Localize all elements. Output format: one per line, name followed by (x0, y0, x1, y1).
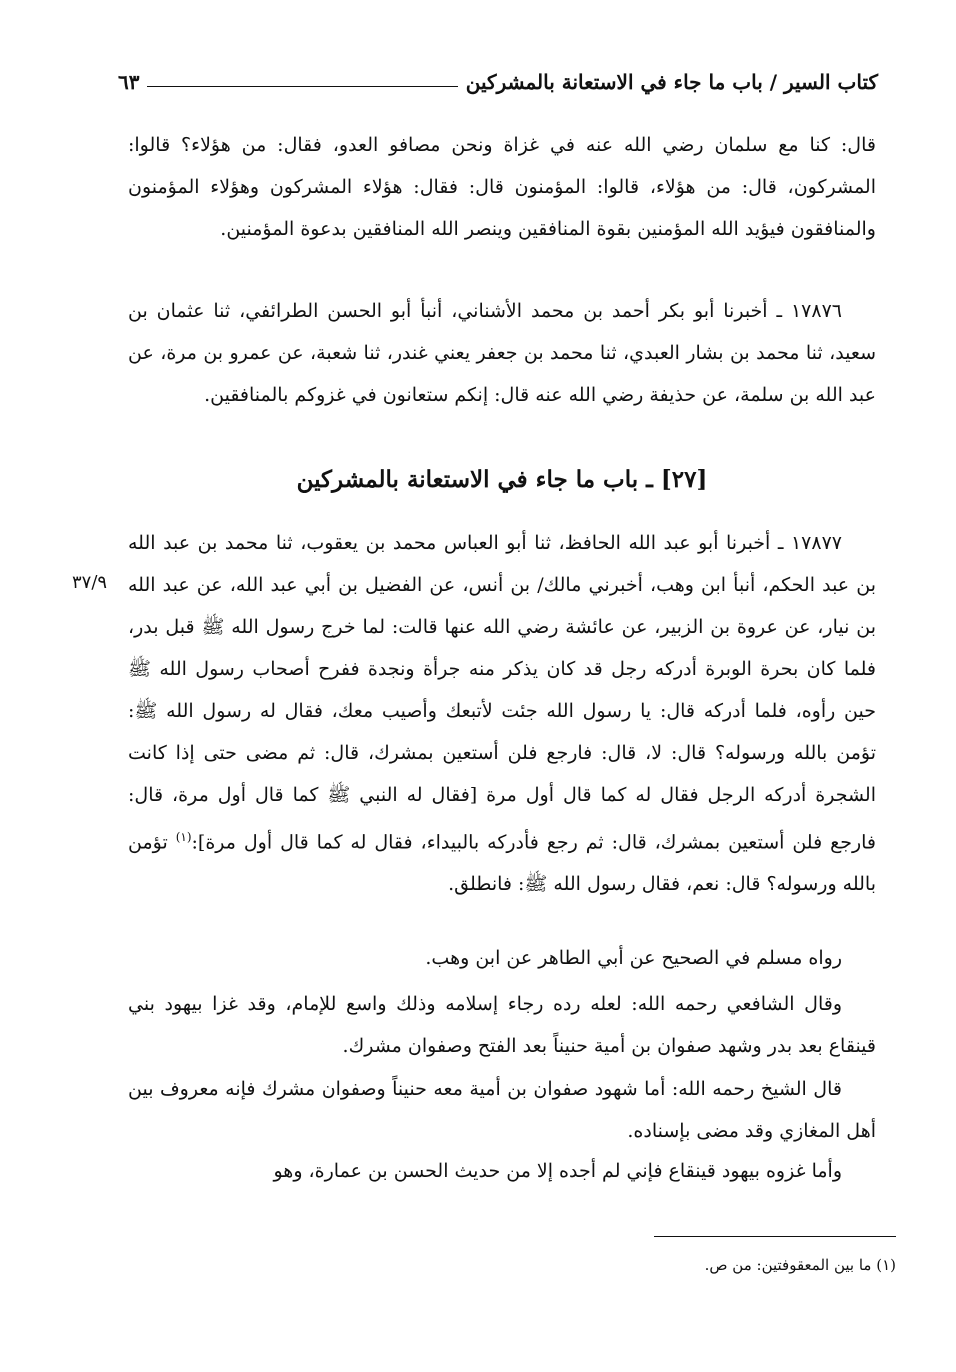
paragraph-muslim-narration: رواه مسلم في الصحيح عن أبي الطاهر عن ابن وهب. (425, 947, 842, 969)
footnote-divider (654, 1236, 896, 1237)
paragraph-salman: قال: كنا مع سلمان رضي الله عنه في غزاة ونحن مصافو العدو، فقال: من هؤلاء؟ قالوا: المشركون، قال: من هؤلاء، قالوا: المؤمنون قال: فقال: هؤلاء المشركون وهؤلاء المؤمنون والمنافقون فيؤيد الله المؤمنين بقوة المنافقين وينصر الله المنافقين بدعوة المؤمنين. (128, 134, 876, 240)
paragraph-shafii: وقال الشافعي رحمه الله: لعله رده رجاء إسلامه وذلك واسع للإمام، وقد غزا بيهود بني قينقاع بعد بدر وشهد صفوان بن أمية حنيناً بعد الفتح وصفوان مشرك. (128, 993, 876, 1057)
header-rule (147, 86, 457, 87)
paragraph-shaykh: قال الشيخ رحمه الله: أما شهود صفوان بن أمية معه حنيناً وصفوان مشرك فإنه معروف بين أهل المغازي وقد مضى بإسناده. (128, 1078, 876, 1142)
paragraph-qaynuqa: وأما غزوه بيهود قينقاع فإني لم أجده إلا من حديث الحسن بن عمارة، وهو (273, 1160, 842, 1182)
margin-volume-reference: ٣٧/٩ (72, 572, 108, 593)
footnote-marker: (١) (175, 830, 192, 844)
page-number: ٦٣ (118, 70, 140, 94)
running-title: كتاب السير / باب ما جاء في الاستعانة بالمشركين (465, 70, 878, 94)
hadith-17877-text: ١٧٨٧٧ ـ أخبرنا أبو عبد الله الحافظ، ثنا أبو العباس محمد بن يعقوب، ثنا محمد بن عبد الله بن عبد الحكم، أنبأ ابن وهب، أخبرني مالك/ بن أنس، عن الفضيل بن أبي عبد الله، عن عبد الله بن نيار، عن عروة بن الزبير، عن عائشة رضي الله عنها قالت: لما خرج رسول الله ﷺ قبل بدر، فلما كان بحرة الوبرة أدركه رجل قد كان يذكر منه جرأة ونجدة ففرح أصحاب رسول الله ﷺ حين رأوه، فلما أدركه قال: يا رسول الله جئت لأتبعك وأصيب معك، فقال له رسول الله ﷺ: تؤمن بالله ورسوله؟ قال: لا، قال: فارجع فلن أستعين بمشرك، قال: ثم مضى حتى إذا كانت الشجرة أدركه الرجل فقال له كما قال أول مرة [فقال له النبي ﷺ كما قال أول مرة، قال: فارجع فلن أستعين بمشرك، قال: ثم رجع فأدركه بالبيداء، فقال له كما قال أول مرة]: (128, 532, 876, 854)
hadith-17877 (128, 522, 876, 905)
chapter-heading: [٢٧] ـ باب ما جاء في الاستعانة بالمشركين (296, 466, 708, 493)
footnote: (١) ما بين المعقوفتين: من ص. (704, 1256, 896, 1274)
hadith-17877-text-end: تؤمن بالله ورسوله؟ قال: نعم، فقال رسول الله ﷺ: فانطلق. (128, 831, 876, 896)
running-header (118, 62, 878, 102)
hadith-17876: ١٧٨٧٦ ـ أخبرنا أبو بكر أحمد بن محمد الأشناني، أنبأ أبو الحسن الطرائفي، ثنا عثمان بن سعيد، ثنا محمد بن بشار العبدي، ثنا محمد بن جعفر يعني غندر، ثنا شعبة، عن عمرو بن مرة، عن عبد الله بن سلمة، عن حذيفة رضي الله عنه قال: إنكم ستعانون في غزوكم بالمنافقين. (128, 300, 876, 406)
